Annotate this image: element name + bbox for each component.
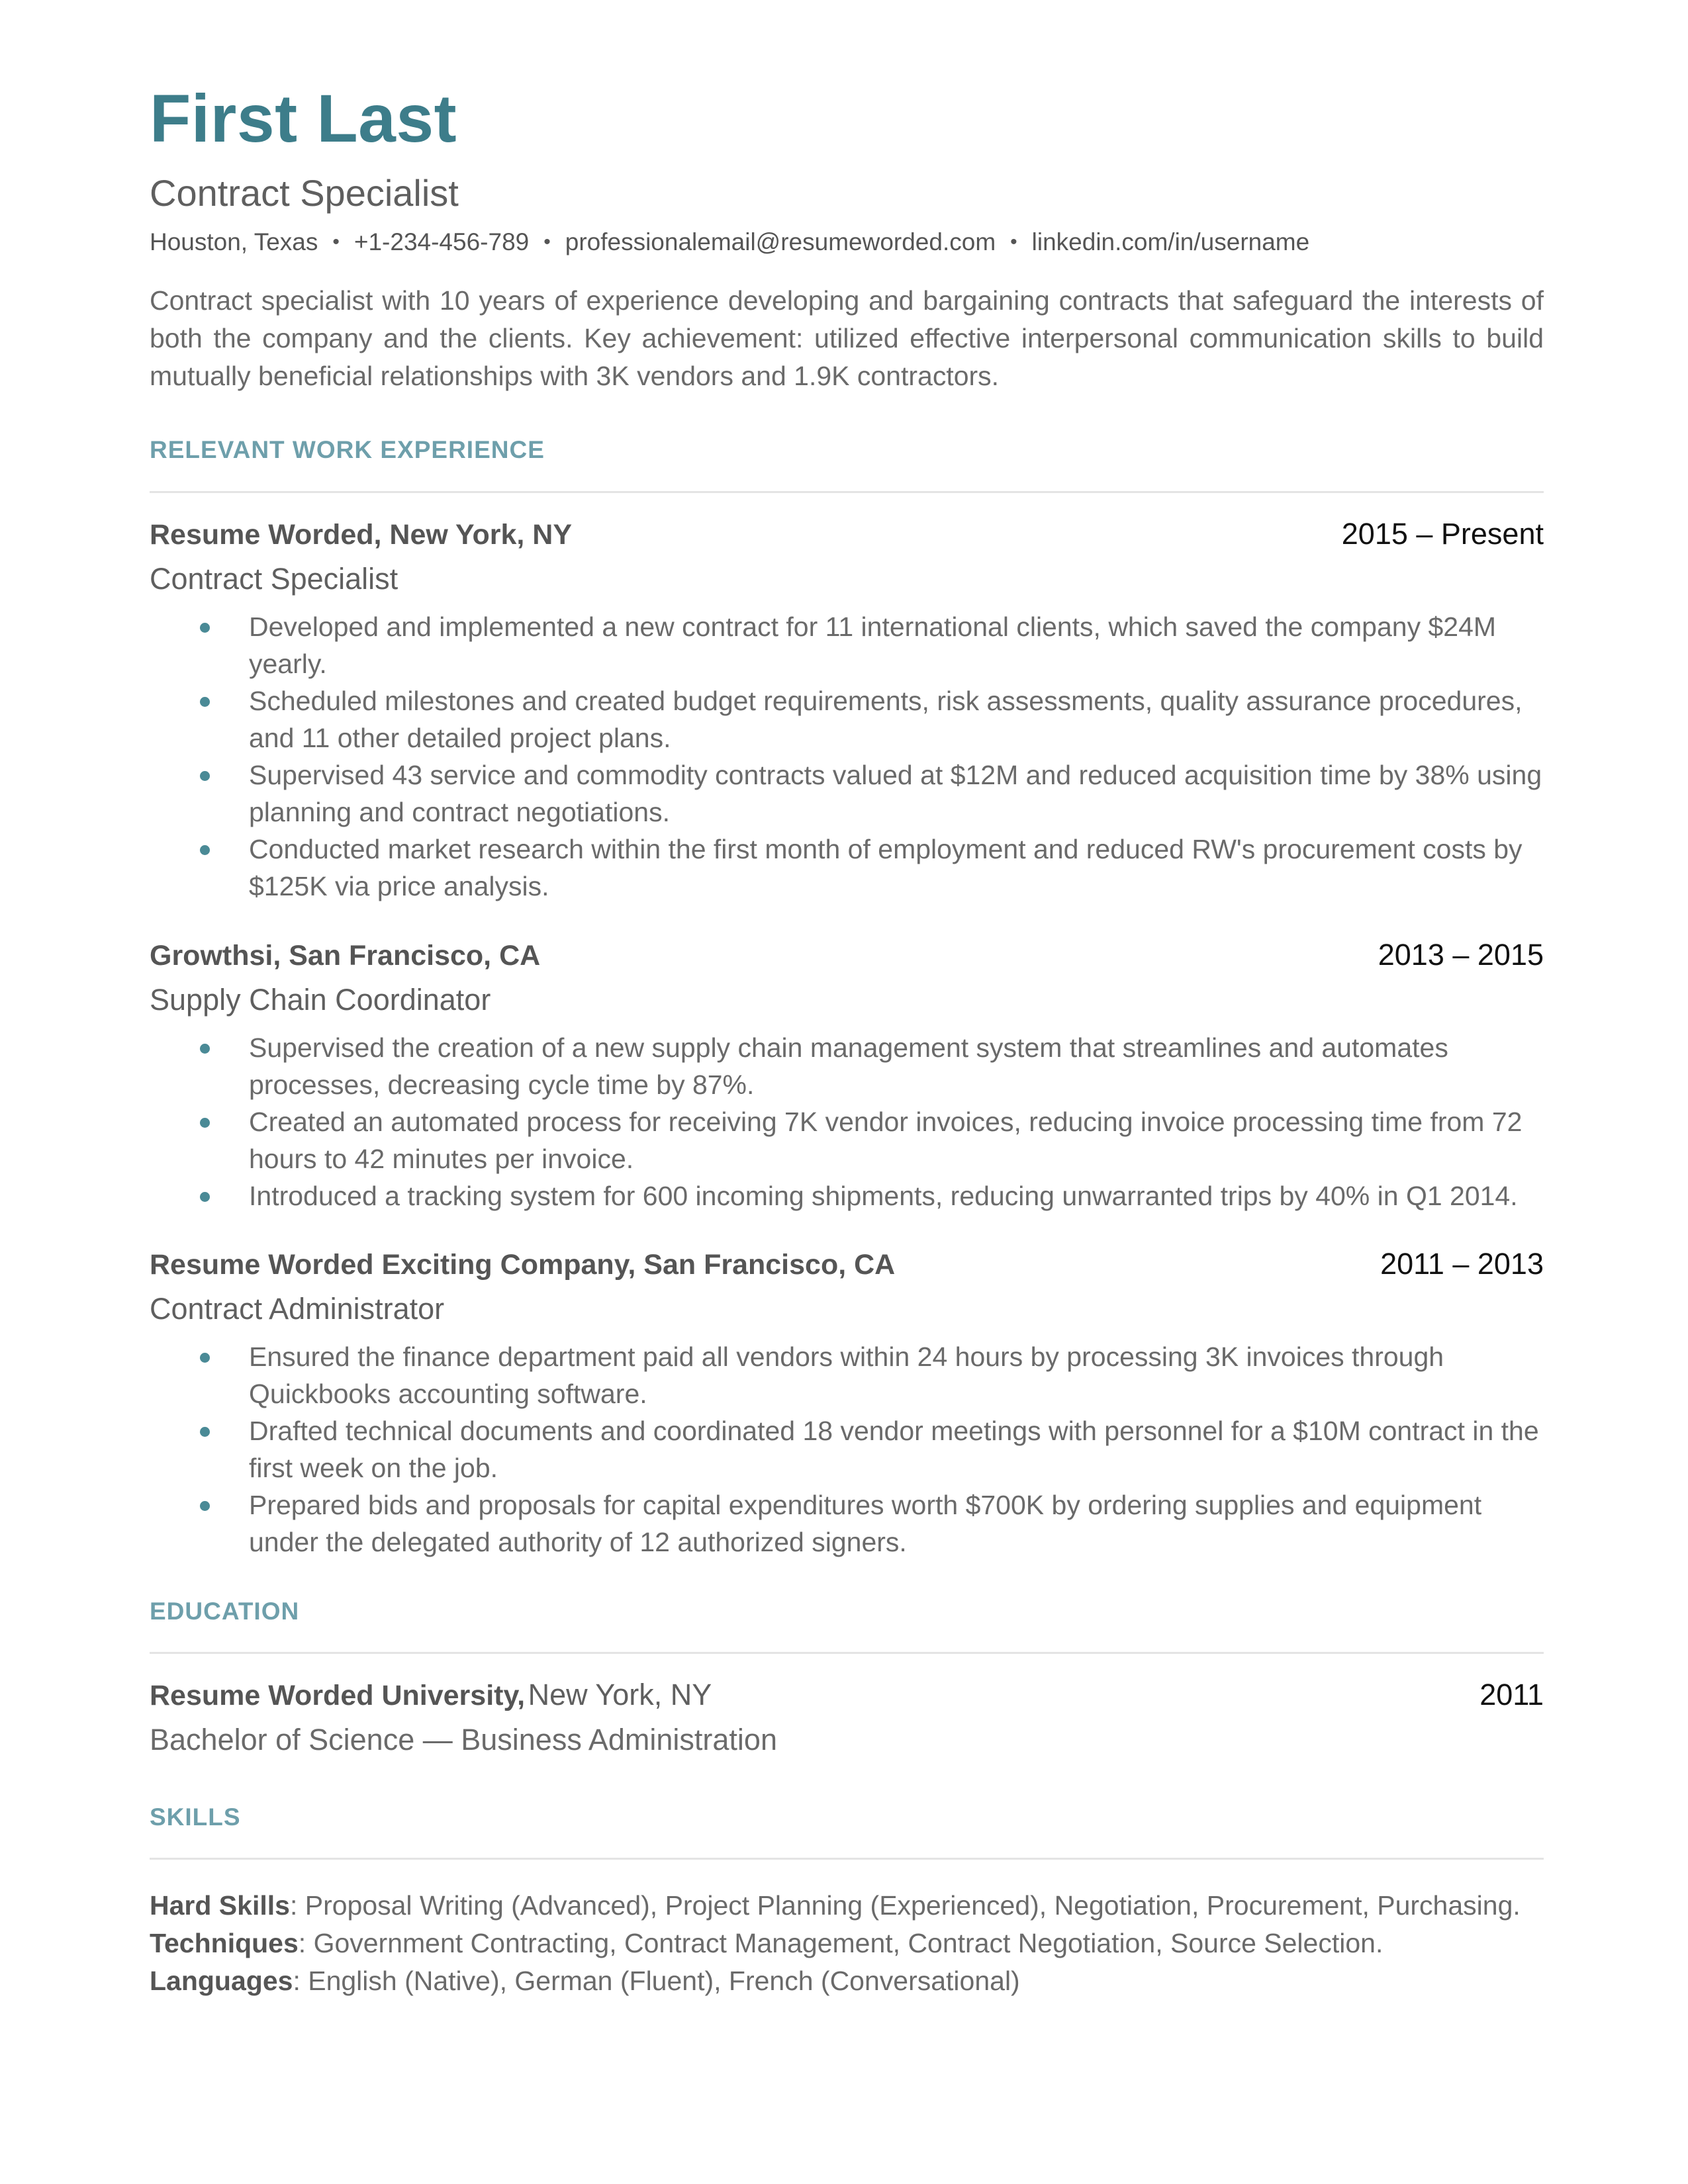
bullet-icon: [200, 1044, 210, 1054]
list-item: [150, 756, 1544, 831]
bullet-text: Introduced a tracking system for 600 incoming shipments, reducing unwarranted trips by 40% in Q1 2014.: [249, 1181, 1518, 1211]
list-item: [150, 1338, 1544, 1412]
job-role: Contract Administrator: [150, 1292, 445, 1326]
list-item: [150, 1412, 1544, 1486]
job-dates: 2015 – Present: [1341, 517, 1544, 551]
skills-list: [150, 1887, 1544, 2000]
job-bullets: [150, 1029, 1544, 1214]
job-header: [150, 517, 1544, 557]
contact-separator: •: [1010, 230, 1017, 253]
job-bullets: [150, 608, 1544, 905]
skill-label: Languages: [150, 1966, 293, 1996]
list-item: [150, 1103, 1544, 1177]
education-year: 2011: [1479, 1678, 1544, 1711]
contact-line: [150, 230, 1309, 254]
bullet-icon: [200, 1118, 210, 1128]
bullet-text: Ensured the finance department paid all vendors within 24 hours by processing 3K invoices through Quickbooks accounting software.: [249, 1342, 1444, 1409]
job-company: Resume Worded Exciting Company, San Francisco, CA: [150, 1249, 896, 1281]
bullet-icon: [200, 623, 210, 633]
education-heading: EDUCATION: [150, 1598, 300, 1625]
candidate-title: Contract Specialist: [150, 172, 459, 214]
job-dates: 2011 – 2013: [1380, 1247, 1544, 1281]
job-header: [150, 1247, 1544, 1287]
education-school: Resume Worded University,: [150, 1680, 526, 1711]
skill-line: [150, 1962, 1544, 2000]
contact-phone: +1-234-456-789: [353, 228, 530, 255]
bullet-text: Supervised 43 service and commodity contracts valued at $12M and reduced acquisition time by 38% using planning and contract negotiations.: [249, 760, 1542, 827]
bullet-icon: [200, 1427, 210, 1437]
skills-divider: [150, 1858, 1544, 1860]
job-entry: [150, 938, 1544, 1214]
skill-label: Techniques: [150, 1928, 299, 1958]
bullet-icon: [200, 1353, 210, 1363]
experience-heading: RELEVANT WORK EXPERIENCE: [150, 436, 545, 463]
skill-text: : English (Native), German (Fluent), French (Conversational): [293, 1966, 1020, 1996]
bullet-icon: [200, 771, 210, 781]
bullet-text: Developed and implemented a new contract for 11 international clients, which saved the company $24M yearly.: [249, 612, 1497, 679]
list-item: [150, 608, 1544, 682]
education-divider: [150, 1652, 1544, 1654]
list-item: [150, 682, 1544, 756]
job-role: Contract Specialist: [150, 562, 399, 596]
job-bullets: [150, 1338, 1544, 1561]
job-company: Growthsi, San Francisco, CA: [150, 940, 541, 972]
job-company: Resume Worded, New York, NY: [150, 519, 573, 551]
education-school-line: [150, 1678, 712, 1712]
contact-email[interactable]: professionalemail@resumeworded.com: [565, 228, 996, 255]
bullet-text: Scheduled milestones and created budget requirements, risk assessments, quality assurance procedures, and 11 other detailed project plans.: [249, 686, 1523, 753]
education-entry: [150, 1678, 1544, 1760]
job-header: [150, 938, 1544, 978]
skill-line: [150, 1887, 1544, 1925]
experience-divider: [150, 491, 1544, 493]
job-role: Supply Chain Coordinator: [150, 983, 491, 1017]
summary-text: Contract specialist with 10 years of experience developing and bargaining contracts that safeguard the interests of both the company and the clients. Key achievement: utilized effective interpersonal communication skills to build mutually beneficial relationships with 3K vendors and 1.9K contractors.: [150, 285, 1544, 391]
bullet-icon: [200, 845, 210, 855]
education-header: [150, 1678, 1544, 1717]
bullet-icon: [200, 697, 210, 707]
contact-separator: •: [332, 230, 340, 253]
bullet-icon: [200, 1192, 210, 1202]
bullet-icon: [200, 1501, 210, 1511]
skill-text: : Proposal Writing (Advanced), Project Planning (Experienced), Negotiation, Procurement, Purchasing.: [289, 1890, 1521, 1921]
education-location: New York, NY: [528, 1678, 712, 1711]
skills-heading: SKILLS: [150, 1803, 241, 1831]
candidate-name: First Last: [150, 81, 457, 156]
job-entry: [150, 1247, 1544, 1561]
skill-label: Hard Skills: [150, 1890, 290, 1921]
list-item: [150, 1177, 1544, 1214]
contact-linkedin[interactable]: linkedin.com/in/username: [1031, 228, 1310, 255]
list-item: [150, 1029, 1544, 1103]
bullet-text: Supervised the creation of a new supply chain management system that streamlines and automates processes, decreasing cycle time by 87%.: [249, 1032, 1448, 1100]
contact-location: Houston, Texas: [150, 228, 318, 255]
skill-line: [150, 1925, 1544, 1962]
list-item: [150, 1486, 1544, 1561]
bullet-text: Drafted technical documents and coordinated 18 vendor meetings with personnel for a $10M contract in the first week on the job.: [249, 1416, 1539, 1483]
contact-separator: •: [543, 230, 551, 253]
bullet-text: Conducted market research within the first month of employment and reduced RW's procurement costs by $125K via price analysis.: [249, 834, 1523, 901]
bullet-text: Created an automated process for receiving 7K vendor invoices, reducing invoice processing time from 72 hours to 42 minutes per invoice.: [249, 1107, 1523, 1174]
job-entry: [150, 517, 1544, 905]
list-item: [150, 831, 1544, 905]
bullet-text: Prepared bids and proposals for capital expenditures worth $700K by ordering supplies and equipment under the delegated authority of 12 authorized signers.: [249, 1490, 1482, 1557]
skill-text: : Government Contracting, Contract Management, Contract Negotiation, Source Selection.: [298, 1928, 1383, 1958]
job-dates: 2013 – 2015: [1378, 938, 1544, 972]
education-degree: Bachelor of Science — Business Administration: [150, 1723, 777, 1756]
